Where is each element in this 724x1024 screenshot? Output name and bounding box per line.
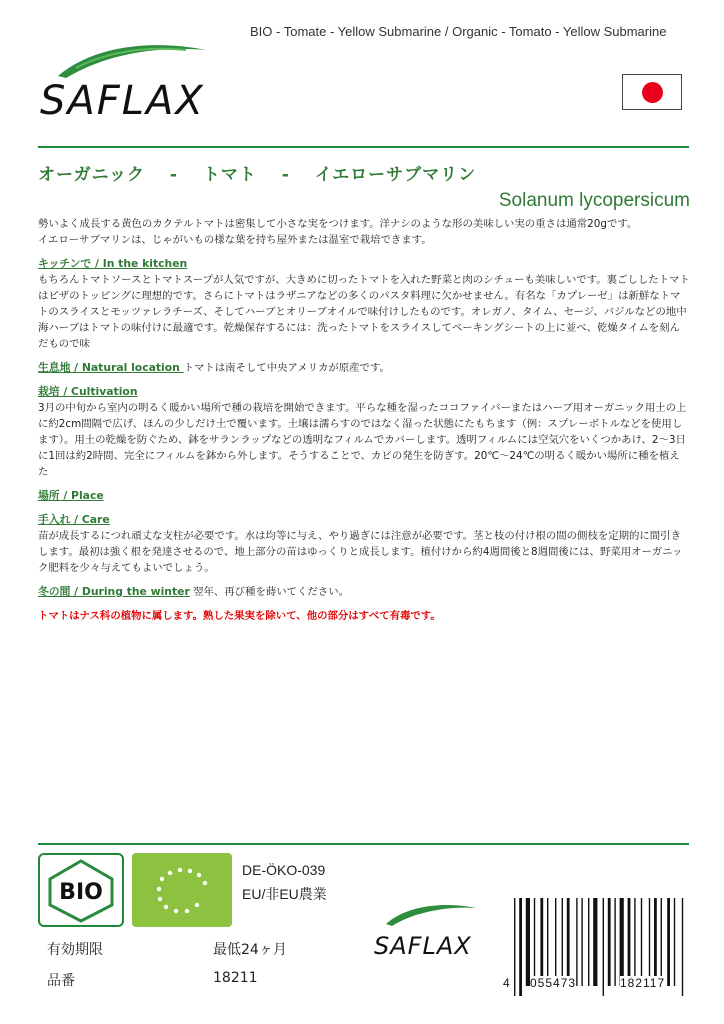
barcode-bar [555, 898, 556, 986]
saflax-logo-small [372, 900, 490, 970]
section-winter [38, 584, 690, 600]
section-text-kitchen: もちろんトマトソースとトマトスープが人気ですが、大きめに切ったトマトを入れた野菜と肉のシチューも美味しいです。裏ごししたトマトはピザのトッピングに理想的です。さらにトマトはラザニアなどの多くのパスタ料理に欠かせません。有名な「カプレーゼ」は新鮮なトマトのスライスとモッツァレラチーズ、そしてハーブとオリーブオイルで味付けしたものです。オレガノ、タイム、セージ、バジルなどの地中海ハーブはトマトの味付けに最適です。乾燥保存するには：洗ったトマトをスライスしてベーキングシートの上に並べ、乾燥タイムを刻んだもので味 [38, 274, 690, 350]
barcode-bar [514, 898, 515, 996]
japan-flag-icon [622, 74, 682, 110]
barcode-bar [667, 898, 670, 986]
barcode-bar [641, 898, 642, 986]
section-heading-cultivation: 栽培 / Cultivation [38, 385, 138, 398]
section-heading-care: 手入れ / Care [38, 513, 110, 526]
eu-organic-leaf-icon [132, 853, 232, 927]
footer-divider [38, 843, 689, 845]
header-divider [38, 146, 689, 148]
barcode-bar [588, 898, 589, 986]
barcode-bar [603, 898, 604, 996]
barcode-bar [519, 898, 522, 996]
section-heading-origin: 生息地 / Natural location [38, 361, 184, 374]
section-heading-place: 場所 / Place [38, 489, 104, 502]
barcode-bar [608, 898, 611, 986]
barcode-left-digits: 055473 [530, 976, 577, 990]
header-title: BIO - Tomate - Yellow Submarine / Organic - Tomato - Yellow Submarine [250, 24, 667, 39]
logo-text: SAFLAX [40, 78, 205, 124]
barcode-bar [576, 898, 577, 986]
item-number-value: 18211 [213, 970, 258, 986]
intro-line: 勢いよく成長する黄色のカクテルトマトは密集して小さな実をつけます。洋ナシのような形の美味しい実の重さは通常20gです。 [38, 218, 638, 230]
logo-small-text: SAFLAX [374, 932, 472, 960]
barcode-bar [654, 898, 657, 986]
section-text-origin: トマトは南そして中央アメリカが原産です。 [183, 362, 390, 374]
expiry-value: 最低24ヶ月 [213, 942, 287, 958]
description [38, 216, 690, 624]
barcode-bar [628, 898, 631, 986]
barcode-bar [562, 898, 563, 986]
item-number-label: 品番 [47, 973, 75, 989]
barcode-bar [649, 898, 650, 986]
section-text-winter: 翌年、再び種を蒔いてください。 [189, 586, 349, 598]
barcode-bar [620, 898, 624, 986]
latin-name: Solanum lycopersicum [498, 190, 690, 211]
barcode-bar [547, 898, 548, 986]
barcode-bar [540, 898, 543, 986]
section-origin [38, 360, 690, 376]
barcode-bar [674, 898, 675, 986]
barcode-bar [526, 898, 530, 986]
barcode-bar [567, 898, 570, 986]
section-text-cultivation: 3月の中旬から室内の明るく暖かい場所で種の栽培を開始できます。平らな種を湿ったココファイバーまたはハーブ用オーガニック用土の上に約2cm間隔で広げ、ほんの少しだけ土で覆います。土壌は濡らすのではなく湿った状態にたもちます（例：スプレーボトルなどを使用します）。用土の乾燥を防ぐため、鉢をサランラップなどの透明なフィルムでカバーします。透明フィルムには空気穴をいくつかあけ、2～3日に1回は約2時間、完全にフィルムを鉢から外します。そうすることで、カビの発生を防ぎす。20℃～24℃の明るく暖かい場所に種を植えた [38, 402, 687, 478]
certification-code: DE-ÖKO-039 [242, 862, 326, 878]
saflax-logo [36, 38, 236, 128]
section-text-care: 苗が成長するにつれ頑丈な支柱が必要です。水は均等に与え、やり過ぎには注意が必要です。茎と枝の付け根の間の側枝を定期的に間引きします。最初は強く根を発達させるので、地上部分の苗はゆっくりと成長します。植付けから約4週間後と8週間後には、野菜用オーガニック肥料を少々与えてもよいでしょう。 [38, 530, 683, 574]
bio-seal-text: BIO [59, 880, 103, 905]
toxicity-warning: トマトはナス科の植物に属します。熟した果実を除いて、他の部分はすべて有毒です。 [38, 610, 441, 622]
barcode-bar [682, 898, 683, 996]
section-heading-winter: 冬の間 / During the winter [38, 585, 190, 598]
expiry-label: 有効期限 [47, 942, 103, 958]
barcode-bar [593, 898, 597, 986]
section-heading-kitchen: キッチンで / In the kitchen [38, 257, 188, 270]
agriculture-origin: EU/非EU農業 [242, 886, 327, 902]
barcode-first-digit: 4 [503, 976, 510, 990]
barcode-bar [614, 898, 615, 986]
barcode-bar [661, 898, 662, 986]
barcode-right-digits: 182117 [620, 976, 666, 990]
barcode-bar [581, 898, 582, 986]
intro-line: イエローサブマリンは、じゃがいもの様な葉を持ち屋外または温室で栽培できます。 [38, 234, 432, 246]
barcode-bar [534, 898, 535, 986]
bio-seal-icon [38, 853, 124, 927]
product-title: オーガニック - トマト - イエローサブマリン [38, 165, 477, 185]
barcode-bar [634, 898, 635, 986]
